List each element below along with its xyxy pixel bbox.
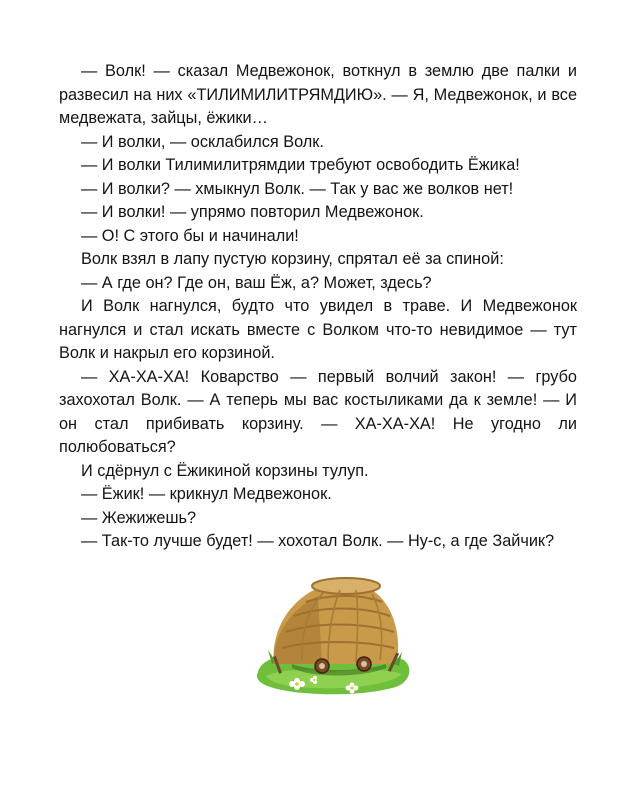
paragraph: И Волк нагнулся, будто что увидел в траве. И Медвежонок нагнулся и стал искать вместе с Волком что-то невидимое — тут Волк и накрыл его корзиной.: [59, 297, 577, 362]
paragraph: — И волки! — упрямо повторил Медвежонок.: [81, 203, 424, 221]
paragraph: — ХА-ХА-ХА! Коварство — первый волчий закон! — грубо захохотал Волк. — А теперь мы вас костыликами да к земле! — И он стал прибивать корзину. — ХА-ХА-ХА! Не угодно ли полюбоваться?: [59, 367, 577, 456]
paragraph: — А где он? Где он, ваш Ёж, а? Может, здесь?: [81, 273, 432, 292]
paragraph: — И волки? — хмыкнул Волк. — Так у вас же волков нет!: [81, 179, 514, 198]
paragraph: И сдёрнул с Ёжикиной корзины тулуп.: [81, 461, 369, 480]
basket-illustration-svg: [252, 560, 414, 700]
paragraph: Волк взял в лапу пустую корзину, спрятал её за спиной:: [81, 250, 504, 268]
paragraph: — Волк! — сказал Медвежонок, воткнул в землю две палки и развесил на них «ТИЛИМИЛИТРЯМДИЮ». — Я, Медвежонок, и все медвежата, зайцы, ёжики…: [59, 62, 577, 127]
paragraph: — И волки, — осклабился Волк.: [81, 132, 324, 151]
basket-on-grass-illustration: [252, 560, 414, 700]
paragraph: — О! С этого бы и начинали!: [81, 226, 299, 245]
paragraph: — И волки Тилимилитрямдии требуют освободить Ёжика!: [81, 156, 520, 174]
paragraph: — Жежижешь?: [81, 508, 197, 527]
paragraph: — Так-то лучше будет! — хохотал Волк. — Ну-с, а где Зайчик?: [81, 532, 555, 550]
paragraph: — Ёжик! — крикнул Медвежонок.: [81, 485, 332, 503]
story-text: [59, 60, 577, 554]
